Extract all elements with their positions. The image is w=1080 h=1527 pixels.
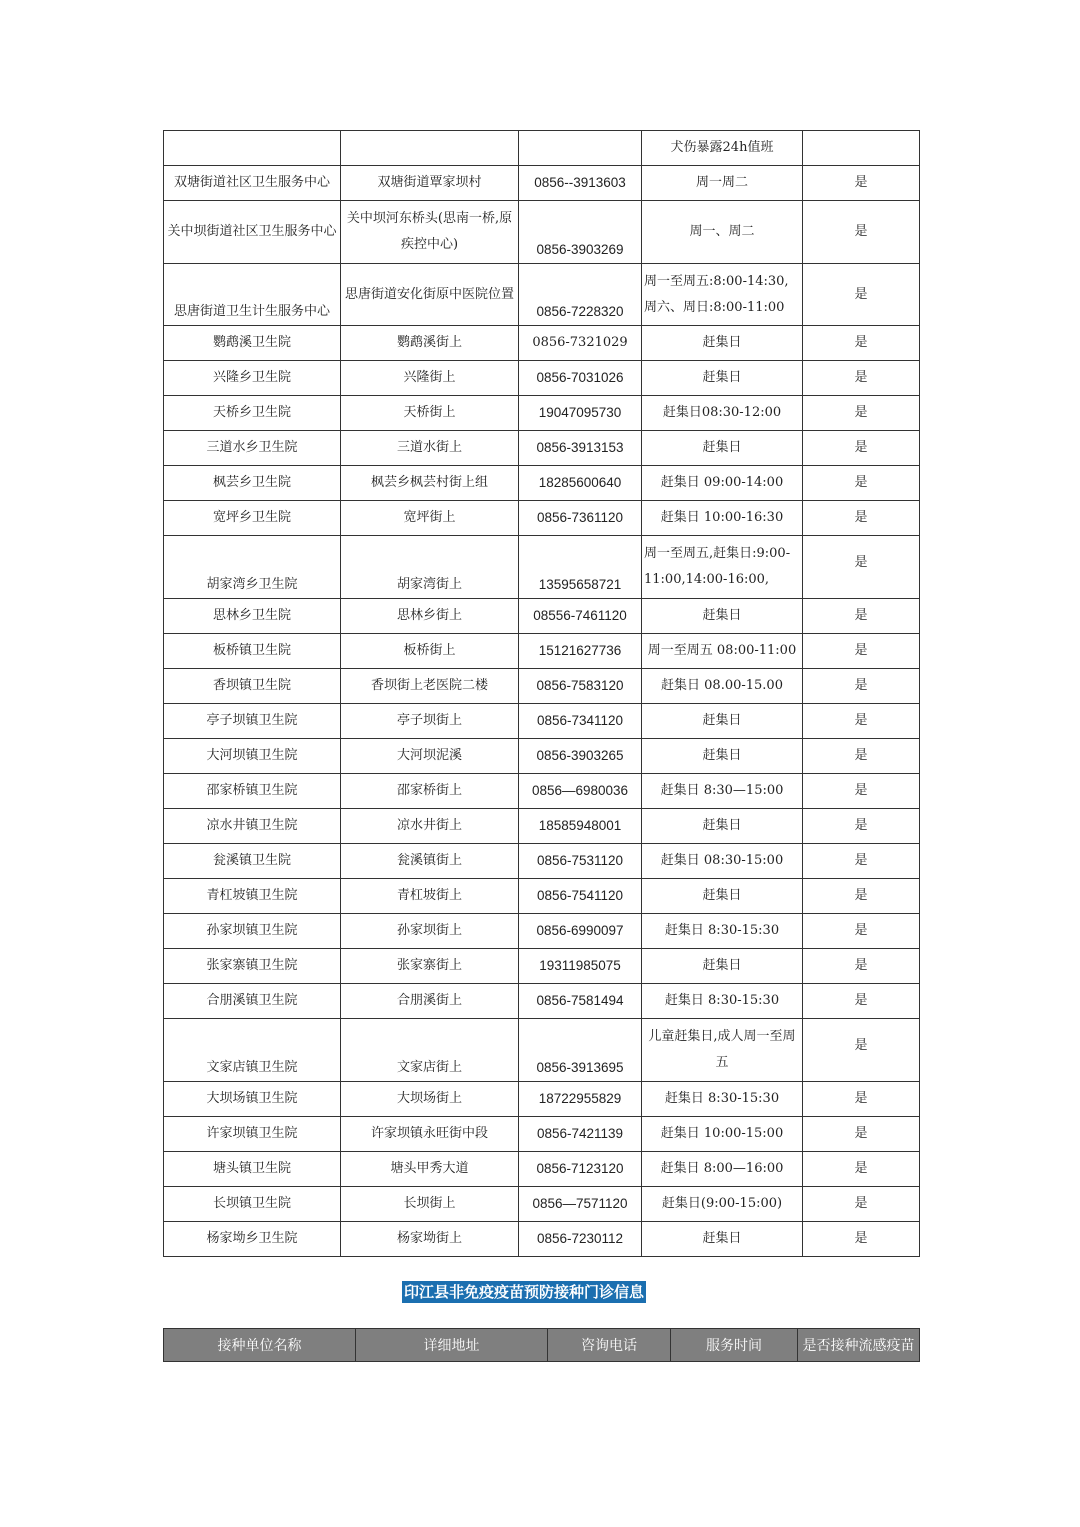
cell-address: 邵家桥街上 — [341, 774, 519, 809]
cell-flu-vaccine: 是 — [803, 1222, 920, 1257]
cell-service-time: 周一、周二 — [642, 201, 803, 264]
cell-address: 宽坪街上 — [341, 501, 519, 536]
cell-unit-name: 天桥乡卫生院 — [164, 396, 341, 431]
cell-flu-vaccine: 是 — [803, 466, 920, 501]
cell-service-time: 赶集日 08:30-15:00 — [642, 844, 803, 879]
table-row — [164, 809, 920, 844]
cell-unit-name: 许家坝镇卫生院 — [164, 1117, 341, 1152]
cell-flu-vaccine: 是 — [803, 1152, 920, 1187]
cell-flu-vaccine: 是 — [803, 739, 920, 774]
cell-unit-name: 兴隆乡卫生院 — [164, 361, 341, 396]
table-row — [164, 774, 920, 809]
cell-service-time: 周一周二 — [642, 166, 803, 201]
table-row — [164, 466, 920, 501]
cell-service-time: 周一至周五,赶集日:9:00-11:00,14:00-16:00, — [642, 536, 803, 599]
vaccine-header-table — [163, 1328, 920, 1362]
cell-unit-name: 胡家湾乡卫生院 — [164, 536, 341, 599]
table-row — [164, 201, 920, 264]
table-row — [164, 326, 920, 361]
cell-flu-vaccine: 是 — [803, 634, 920, 669]
cell-address: 文家店街上 — [341, 1019, 519, 1082]
cell-flu-vaccine: 是 — [803, 844, 920, 879]
cell-phone: 0856-7421139 — [519, 1117, 642, 1152]
cell-flu-vaccine: 是 — [803, 264, 920, 326]
table-row — [164, 536, 920, 599]
cell-flu-vaccine: 是 — [803, 774, 920, 809]
cell-address: 孙家坝街上 — [341, 914, 519, 949]
cell-unit-name: 邵家桥镇卫生院 — [164, 774, 341, 809]
cell-flu-vaccine: 是 — [803, 166, 920, 201]
cell-phone: 0856-7541120 — [519, 879, 642, 914]
cell-unit-name: 瓮溪镇卫生院 — [164, 844, 341, 879]
cell-service-time: 赶集日 — [642, 1222, 803, 1257]
cell-unit-name: 张家寨镇卫生院 — [164, 949, 341, 984]
header-flu-vaccine: 是否接种流感疫苗 — [798, 1329, 920, 1362]
cell-phone: 0856-3913153 — [519, 431, 642, 466]
cell-flu-vaccine: 是 — [803, 361, 920, 396]
table-row — [164, 914, 920, 949]
table-row — [164, 501, 920, 536]
cell-address: 大坝场街上 — [341, 1082, 519, 1117]
header-address: 详细地址 — [356, 1329, 548, 1362]
table-row — [164, 264, 920, 326]
table-cell — [164, 131, 341, 166]
cell-unit-name: 合朋溪镇卫生院 — [164, 984, 341, 1019]
cell-service-time: 赶集日 8:30-15:30 — [642, 1082, 803, 1117]
cell-flu-vaccine: 是 — [803, 431, 920, 466]
header-phone: 咨询电话 — [548, 1329, 671, 1362]
table-row — [164, 1082, 920, 1117]
cell-address: 杨家坳街上 — [341, 1222, 519, 1257]
cell-address: 香坝街上老医院二楼 — [341, 669, 519, 704]
cell-service-time: 赶集日 8:00—16:00 — [642, 1152, 803, 1187]
cell-address: 思唐街道安化街原中医院位置 — [341, 264, 519, 326]
cell-service-time: 赶集日(9:00-15:00) — [642, 1187, 803, 1222]
cell-phone: 0856-7228320 — [519, 264, 642, 326]
cell-flu-vaccine: 是 — [803, 669, 920, 704]
cell-address: 长坝街上 — [341, 1187, 519, 1222]
cell-phone: 0856-7361120 — [519, 501, 642, 536]
cell-flu-vaccine: 是 — [803, 809, 920, 844]
table-row — [164, 131, 920, 166]
table-row — [164, 166, 920, 201]
cell-unit-name: 关中坝街道社区卫生服务中心 — [164, 201, 341, 264]
cell-phone: 0856-7321029 — [519, 326, 642, 361]
table-row — [164, 599, 920, 634]
table-row — [164, 844, 920, 879]
cell-unit-name: 孙家坝镇卫生院 — [164, 914, 341, 949]
cell-address: 瓮溪镇街上 — [341, 844, 519, 879]
cell-address: 张家寨街上 — [341, 949, 519, 984]
cell-flu-vaccine: 是 — [803, 704, 920, 739]
table-row — [164, 1152, 920, 1187]
cell-flu-vaccine: 是 — [803, 1019, 920, 1082]
cell-phone: 0856-7031026 — [519, 361, 642, 396]
cell-service-time: 赶集日 8:30-15:30 — [642, 914, 803, 949]
cell-unit-name: 香坝镇卫生院 — [164, 669, 341, 704]
table-row — [164, 396, 920, 431]
cell-service-time: 赶集日 — [642, 704, 803, 739]
table-row — [164, 1222, 920, 1257]
cell-flu-vaccine: 是 — [803, 1117, 920, 1152]
cell-flu-vaccine: 是 — [803, 536, 920, 599]
cell-phone: 15121627736 — [519, 634, 642, 669]
cell-phone: 18285600640 — [519, 466, 642, 501]
cell-address: 枫芸乡枫芸村街上组 — [341, 466, 519, 501]
cell-service-time: 赶集日 — [642, 431, 803, 466]
cell-address: 大河坝泥溪 — [341, 739, 519, 774]
table-row — [164, 431, 920, 466]
cell-service-time: 赶集日 08.00-15.00 — [642, 669, 803, 704]
cell-address: 凉水井街上 — [341, 809, 519, 844]
cell-unit-name: 青杠坡镇卫生院 — [164, 879, 341, 914]
cell-address: 许家坝镇永旺街中段 — [341, 1117, 519, 1152]
cell-phone: 18722955829 — [519, 1082, 642, 1117]
cell-phone: 0856-7531120 — [519, 844, 642, 879]
header-unit-name: 接种单位名称 — [164, 1329, 356, 1362]
cell-address: 塘头甲秀大道 — [341, 1152, 519, 1187]
cell-flu-vaccine: 是 — [803, 396, 920, 431]
cell-phone: 0856—7571120 — [519, 1187, 642, 1222]
cell-unit-name: 双塘街道社区卫生服务中心 — [164, 166, 341, 201]
cell-unit-name: 塘头镇卫生院 — [164, 1152, 341, 1187]
cell-address: 三道水街上 — [341, 431, 519, 466]
cell-service-time: 赶集日 10:00-16:30 — [642, 501, 803, 536]
cell-unit-name: 思林乡卫生院 — [164, 599, 341, 634]
clinic-table — [163, 130, 920, 1257]
cell-phone: 19311985075 — [519, 949, 642, 984]
cell-unit-name: 文家店镇卫生院 — [164, 1019, 341, 1082]
table-row — [164, 984, 920, 1019]
cell-flu-vaccine: 是 — [803, 201, 920, 264]
table-row — [164, 361, 920, 396]
cell-address: 兴隆街上 — [341, 361, 519, 396]
cell-phone: 13595658721 — [519, 536, 642, 599]
cell-unit-name: 三道水乡卫生院 — [164, 431, 341, 466]
table-row — [164, 669, 920, 704]
cell-unit-name: 大河坝镇卫生院 — [164, 739, 341, 774]
table-cell-duty-note: 犬伤暴露24h值班 — [642, 131, 803, 166]
cell-address: 鹦鹉溪街上 — [341, 326, 519, 361]
cell-phone: 0856—6980036 — [519, 774, 642, 809]
cell-unit-name: 凉水井镇卫生院 — [164, 809, 341, 844]
cell-unit-name: 鹦鹉溪卫生院 — [164, 326, 341, 361]
cell-phone: 0856-7230112 — [519, 1222, 642, 1257]
table-row — [164, 879, 920, 914]
cell-address: 天桥街上 — [341, 396, 519, 431]
cell-service-time: 赶集日 — [642, 809, 803, 844]
table-row — [164, 739, 920, 774]
cell-service-time: 赶集日08:30-12:00 — [642, 396, 803, 431]
table-row — [164, 1187, 920, 1222]
cell-service-time: 周一至周五:8:00-14:30,周六、周日:8:00-11:00 — [642, 264, 803, 326]
cell-unit-name: 杨家坳乡卫生院 — [164, 1222, 341, 1257]
cell-service-time: 赶集日 — [642, 599, 803, 634]
cell-service-time: 赶集日 8:30—15:00 — [642, 774, 803, 809]
cell-service-time: 周一至周五 08:00-11:00 — [642, 634, 803, 669]
table-row — [164, 634, 920, 669]
cell-flu-vaccine: 是 — [803, 1082, 920, 1117]
cell-service-time: 赶集日 10:00-15:00 — [642, 1117, 803, 1152]
cell-phone: 0856-3913695 — [519, 1019, 642, 1082]
cell-flu-vaccine: 是 — [803, 326, 920, 361]
cell-service-time: 赶集日 — [642, 879, 803, 914]
cell-address: 胡家湾街上 — [341, 536, 519, 599]
cell-phone: 18585948001 — [519, 809, 642, 844]
cell-phone: 0856-3903269 — [519, 201, 642, 264]
cell-flu-vaccine: 是 — [803, 879, 920, 914]
cell-service-time: 赶集日 — [642, 361, 803, 396]
table-cell — [519, 131, 642, 166]
cell-address: 思林乡街上 — [341, 599, 519, 634]
cell-service-time: 赶集日 — [642, 326, 803, 361]
cell-unit-name: 长坝镇卫生院 — [164, 1187, 341, 1222]
cell-address: 青杠坡街上 — [341, 879, 519, 914]
cell-flu-vaccine: 是 — [803, 984, 920, 1019]
cell-flu-vaccine: 是 — [803, 914, 920, 949]
cell-address: 亭子坝街上 — [341, 704, 519, 739]
table-row — [164, 949, 920, 984]
cell-phone: 0856--3913603 — [519, 166, 642, 201]
cell-phone: 08556-7461120 — [519, 599, 642, 634]
section-title: 印江县非免疫疫苗预防接种门诊信息 — [404, 1283, 645, 1301]
cell-service-time: 赶集日 09:00-14:00 — [642, 466, 803, 501]
cell-address: 双塘街道覃家坝村 — [341, 166, 519, 201]
cell-address: 关中坝河东桥头(思南一桥,原疾控中心) — [341, 201, 519, 264]
cell-unit-name: 思唐街道卫生计生服务中心 — [164, 264, 341, 326]
cell-phone: 0856-6990097 — [519, 914, 642, 949]
cell-unit-name: 枫芸乡卫生院 — [164, 466, 341, 501]
cell-flu-vaccine: 是 — [803, 501, 920, 536]
table-row — [164, 1117, 920, 1152]
cell-service-time: 儿童赶集日,成人周一至周五 — [642, 1019, 803, 1082]
cell-unit-name: 亭子坝镇卫生院 — [164, 704, 341, 739]
cell-phone: 0856-7341120 — [519, 704, 642, 739]
cell-phone: 0856-7581494 — [519, 984, 642, 1019]
header-service-time: 服务时间 — [671, 1329, 798, 1362]
cell-unit-name: 板桥镇卫生院 — [164, 634, 341, 669]
table-row — [164, 1019, 920, 1082]
cell-flu-vaccine: 是 — [803, 1187, 920, 1222]
cell-flu-vaccine: 是 — [803, 949, 920, 984]
cell-unit-name: 大坝场镇卫生院 — [164, 1082, 341, 1117]
table-cell — [341, 131, 519, 166]
cell-address: 板桥街上 — [341, 634, 519, 669]
cell-address: 合朋溪街上 — [341, 984, 519, 1019]
table-row — [164, 704, 920, 739]
cell-unit-name: 宽坪乡卫生院 — [164, 501, 341, 536]
cell-phone: 0856-7583120 — [519, 669, 642, 704]
cell-phone: 0856-3903265 — [519, 739, 642, 774]
header-row — [164, 1329, 920, 1362]
cell-phone: 0856-7123120 — [519, 1152, 642, 1187]
cell-phone: 19047095730 — [519, 396, 642, 431]
cell-service-time: 赶集日 — [642, 739, 803, 774]
cell-flu-vaccine: 是 — [803, 599, 920, 634]
cell-service-time: 赶集日 8:30-15:30 — [642, 984, 803, 1019]
cell-service-time: 赶集日 — [642, 949, 803, 984]
table-cell — [803, 131, 920, 166]
